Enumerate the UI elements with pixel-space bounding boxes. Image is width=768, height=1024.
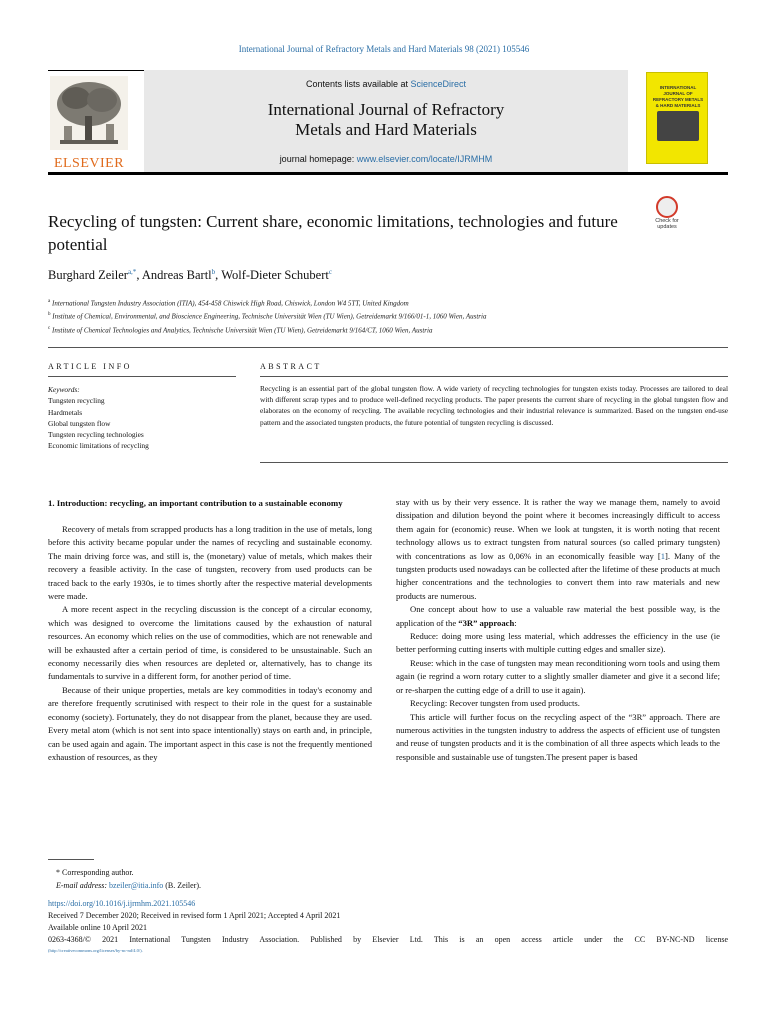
article-info-rule xyxy=(48,376,236,377)
term-label: Recycling xyxy=(410,698,445,709)
section-heading: 1. Introduction: recycling, an important contribution to a sustainable economy xyxy=(48,498,343,508)
elsevier-tree-icon xyxy=(50,76,128,150)
email-note xyxy=(56,879,656,892)
cover-image xyxy=(657,111,699,141)
paragraph-text: : doing more using less material, which addresses the efficiency in the use (ie better performing cutting inserts with multiple cutting edges and smaller size). xyxy=(396,631,720,655)
paragraph-text: : which in the case of tungsten may mean reconditioning worn tools and using them again (ie regrind a worn rotary cutter to a slightly smaller diameter and give it a second life; or re-sharpen the cutting edge of a drill to use it again). xyxy=(396,657,720,695)
term-label: Reuse xyxy=(410,657,432,668)
abstract-text: Recycling is an essential part of the global tungsten flow. A wide variety of recycling technologies for tungsten exists today. Processes are tailored to deal with different scrap types and to produce well-defined recycling products. The paper presents the current share of recycling in the global tungsten flow and elaborates on the economy of recycling. The available recycling technologies and their industrial relevance is summarized. Based on the tungsten end-use pattern and the associated tungsten products, the future potential of tungsten recycling is discussed. xyxy=(260,384,728,427)
affiliation-mark: b xyxy=(48,312,51,318)
journal-homepage-link[interactable]: www.elsevier.com/locate/IJRMHM xyxy=(356,154,493,164)
sciencedirect-link[interactable]: ScienceDirect xyxy=(410,79,467,89)
abstract-rule xyxy=(260,376,728,377)
body-paragraph xyxy=(396,657,720,697)
body-paragraph xyxy=(396,630,720,657)
author-name: Burghard Zeiler xyxy=(48,268,128,283)
body-column-left xyxy=(48,496,372,764)
body-paragraph: Because of their unique properties, metals are key commodities in today's economy and are therefore frequently scrutinised with respect to their role in the quest for a sustainable economy (society). Fortunately, they do not disappear from the planet, because they are used. Every metal atom (which is not sent into space intentionally) stays on earth and, in principle, can be used again and again. The important aspect in this case is not the frequently mentioned exhaustion of resources, as they xyxy=(48,684,372,762)
body-paragraph xyxy=(396,603,720,630)
body-paragraph: This article will further focus on the recycling aspect of the “3R” approach. There are numerous activities in the tungsten industry to address the aspects of efficient use of tungsten and reuse of tungsten products and it is the combination of all three aspects which leads to the responsible and sustainable use of tungsten.The present paper is based xyxy=(396,711,720,762)
body-paragraph xyxy=(396,496,720,603)
body-paragraph xyxy=(396,697,720,710)
elsevier-logo xyxy=(48,76,130,171)
paragraph-text: stay with us by their very essence. It is rather the way we manage them, namely to avoid dissipation and dilution beyond the point where it becomes increasingly difficult to access them again for (economic) reuse. When we look at tungsten, it is worth noting that recent technology allows us to extract tungsten from natural sources (so called primary tungsten) with concentrations as low as 0,06% in an economically feasible way [ xyxy=(396,497,720,561)
contents-line xyxy=(144,79,628,89)
body-paragraph: Recovery of metals from scrapped products has a long tradition in the use of metals, long before this activity became popular under the names of recycling and sustainable economy. The main driving force was, and still is, the (monetary) value of metals, which makes their recovery a feasible activity. In the case of tungsten, recovery from used products can be traced back to the early 1930s, ie to times shortly after the respective material developments were made. xyxy=(48,524,372,602)
email-label: E-mail address: xyxy=(56,881,110,890)
keywords-label: Keywords: xyxy=(48,385,80,394)
footnote-rule xyxy=(48,859,94,860)
article-title: Recycling of tungsten: Current share, economic limitations, technologies and future potential xyxy=(48,212,618,254)
body-paragraph: A more recent aspect in the recycling discussion is the concept of a circular economy, which was designed to overcome the limitations caused by the exhaustion of natural resources. An economy which relies on the use of commodities, which are not renewable and will be exhausted after a certain period of time, is considered to be unsustainable. Such an economy necessarily dies when resources are depleted or, alternatively, has to change its fundamentals to survive in a different form, for another period of time. xyxy=(48,604,372,682)
author-affiliation-link[interactable]: a,* xyxy=(127,268,137,276)
crossmark-icon xyxy=(656,196,678,218)
homepage-line xyxy=(144,154,628,164)
abstract-bottom-rule xyxy=(260,462,728,463)
keyword-item: Tungsten recycling xyxy=(48,396,105,406)
keyword-item: Global tungsten flow xyxy=(48,418,111,428)
homepage-prefix: journal homepage: xyxy=(279,154,357,164)
author-separator: , xyxy=(215,268,222,283)
license-text: 0263-4368/© 2021 International Tungsten Industry Association. Published by Elsevier Ltd. This is an open access article under the CC BY-NC-ND license xyxy=(48,935,728,944)
author-separator: , xyxy=(136,268,142,283)
masthead-center xyxy=(144,70,628,172)
keyword-item: Economic limitations of recycling xyxy=(48,441,149,451)
affiliation-item xyxy=(48,323,728,336)
keyword-item: Hardmetals xyxy=(48,407,83,417)
paragraph-text: One concept about how to use a valuable raw material the best possible way, is the application of the xyxy=(396,604,720,628)
keyword-item: Tungsten recycling technologies xyxy=(48,430,144,440)
affiliation-text: Institute of Chemical, Environmental, and Bioscience Engineering, Technische Universität Wien (TU Wien), Getreidemarkt 9/166/01-1, 1060 Wien, Austria xyxy=(52,312,487,321)
cover-title: INTERNATIONAL JOURNAL OF REFRACTORY METALS & HARD MATERIALS xyxy=(652,85,704,108)
abstract-heading: ABSTRACT xyxy=(260,362,322,371)
author-name: Andreas Bartl xyxy=(141,268,212,283)
affiliations xyxy=(48,296,728,336)
journal-cover[interactable] xyxy=(646,72,708,164)
journal-title-line-2: Metals and Hard Materials xyxy=(295,120,477,139)
affiliation-text: International Tungsten Industry Association (ITIA), 454-458 Chiswick High Road, Chiswick, London W4 5TT, United Kingdom xyxy=(51,299,409,308)
article-info-heading: ARTICLE INFO xyxy=(48,362,132,371)
contents-prefix: Contents lists available at xyxy=(305,79,411,89)
paragraph-text: ]. Many of the tungsten products used nowadays can be collected after the lifetime of these products at much higher concentrations and the technologies to convert them into raw materials and new products are numerous. xyxy=(396,550,720,601)
author-list xyxy=(48,268,728,283)
received-dates: Received 7 December 2020; Received in revised form 1 April 2021; Accepted 4 April 2021 xyxy=(48,911,341,920)
affiliation-text: Institute of Chemical Technologies and Analytics, Technische Universität Wien (TU Wien), Getreidemarkt 9/164/CT, 1060 Wien, Austria xyxy=(51,325,433,334)
check-for-updates-badge[interactable] xyxy=(648,196,688,234)
crossmark-label-line-2: updates xyxy=(657,224,677,230)
available-online: Available online 10 April 2021 xyxy=(48,923,147,932)
license-url-link[interactable]: (http://creativecommons.org/licenses/by-nc-nd/4.0/). xyxy=(48,948,143,953)
body-column-right xyxy=(396,496,720,764)
author-affiliation-link[interactable]: b xyxy=(211,268,216,276)
masthead-bottom-rule xyxy=(48,172,728,175)
affiliation-item xyxy=(48,296,728,309)
journal-masthead xyxy=(48,70,728,172)
affiliation-mark: c xyxy=(48,325,51,331)
doi-link[interactable]: https://doi.org/10.1016/j.ijrmhm.2021.105546 xyxy=(48,899,196,908)
email-link[interactable]: bzeiler@itia.info xyxy=(109,881,164,890)
term-label: Reduce xyxy=(410,631,436,642)
corresponding-author-note: * Corresponding author. xyxy=(56,868,134,877)
paragraph-text: : xyxy=(514,617,517,628)
footnotes xyxy=(56,866,656,892)
author-affiliation-link[interactable]: c xyxy=(328,268,332,276)
running-journal-title[interactable]: International Journal of Refractory Metals and Hard Materials 98 (2021) 105546 xyxy=(238,44,530,54)
affiliations-divider xyxy=(48,347,728,348)
citation-link[interactable]: 1 xyxy=(660,550,666,561)
journal-title xyxy=(144,100,628,140)
article-metadata xyxy=(48,898,728,956)
paragraph-text: : Recover tungsten from used products. xyxy=(444,698,580,709)
affiliation-mark: a xyxy=(48,299,51,304)
publisher-name: ELSEVIER xyxy=(53,156,125,171)
crossmark-label xyxy=(648,218,686,230)
bold-term: “3R” approach xyxy=(458,617,515,628)
crossmark-label-line-1: Check for xyxy=(655,218,679,224)
keywords-block xyxy=(48,384,248,452)
affiliation-item xyxy=(48,309,728,322)
email-suffix: (B. Zeiler). xyxy=(163,881,202,890)
journal-title-line-1: International Journal of Refractory xyxy=(267,100,505,119)
author-name: Wolf-Dieter Schubert xyxy=(221,268,329,283)
